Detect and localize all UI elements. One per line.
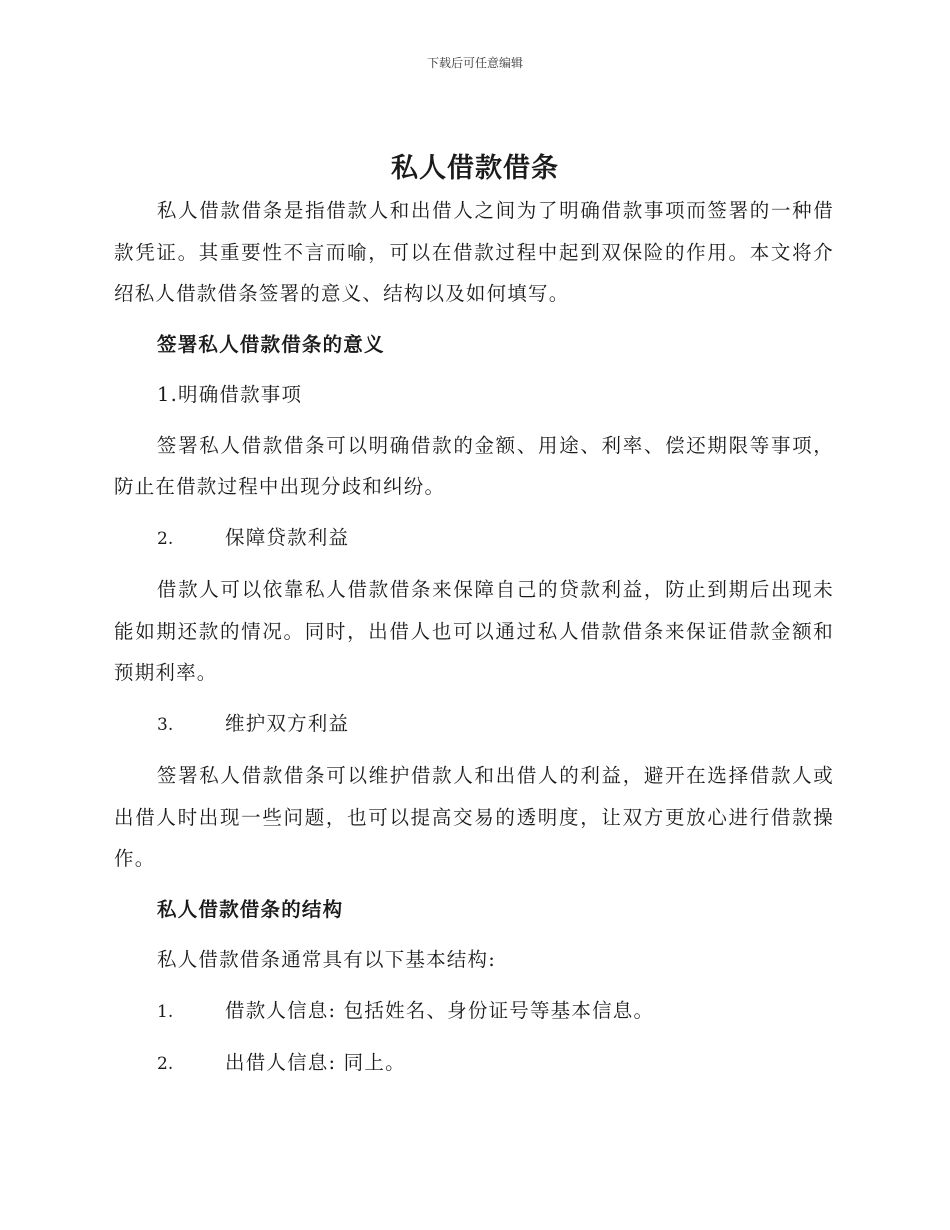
point-3-title: 维护双方利益 — [225, 711, 350, 735]
point-2-title-row — [114, 517, 834, 561]
point-3-title-row — [114, 703, 834, 747]
point-2-paragraph: 借款人可以依靠私人借款借条来保障自己的贷款利益，防止到期后出现未能如期还款的情况。同时，出借人也可以通过私人借款借条来保证借款金额和预期利率。 — [114, 578, 834, 684]
point-1-paragraph: 签署私人借款借条可以明确借款的金额、用途、利率、偿还期限等事项，防止在借款过程中出现分歧和纠纷。 — [114, 433, 834, 498]
section-heading-structure: 私人借款借条的结构 — [157, 897, 344, 921]
intro-paragraph: 私人借款借条是指借款人和出借人之间为了明确借款事项而签署的一种借款凭证。其重要性不言而喻，可以在借款过程中起到双保险的作用。本文将介绍私人借款借条签署的意义、结构以及如何填写。 — [114, 199, 834, 305]
point-2-number: 2. — [157, 528, 174, 549]
list-item-text: 出借人信息: 同上。 — [225, 1051, 406, 1074]
structure-intro: 私人借款借条通常具有以下基本结构: — [157, 948, 496, 971]
list-item — [114, 1042, 834, 1086]
list-item-number: 1. — [157, 1001, 174, 1022]
document-body — [114, 190, 834, 1086]
page-header: 下载后可任意编辑 — [426, 56, 523, 70]
point-2-title: 保障贷款利益 — [225, 525, 350, 549]
list-item-text: 借款人信息: 包括姓名、身份证号等基本信息。 — [225, 998, 655, 1022]
point-3-number: 3. — [157, 714, 174, 735]
point-1-title: 1.明确借款事项 — [157, 383, 303, 406]
list-item-number: 2. — [157, 1054, 174, 1074]
point-3-paragraph: 签署私人借款借条可以维护借款人和出借人的利益，避开在选择借款人或出借人时出现一些问题，也可以提高交易的透明度，让双方更放心进行借款操作。 — [114, 764, 834, 870]
section-heading-significance: 签署私人借款借条的意义 — [157, 332, 385, 356]
document-title: 私人借款借条 — [391, 153, 559, 184]
list-item — [114, 990, 834, 1034]
